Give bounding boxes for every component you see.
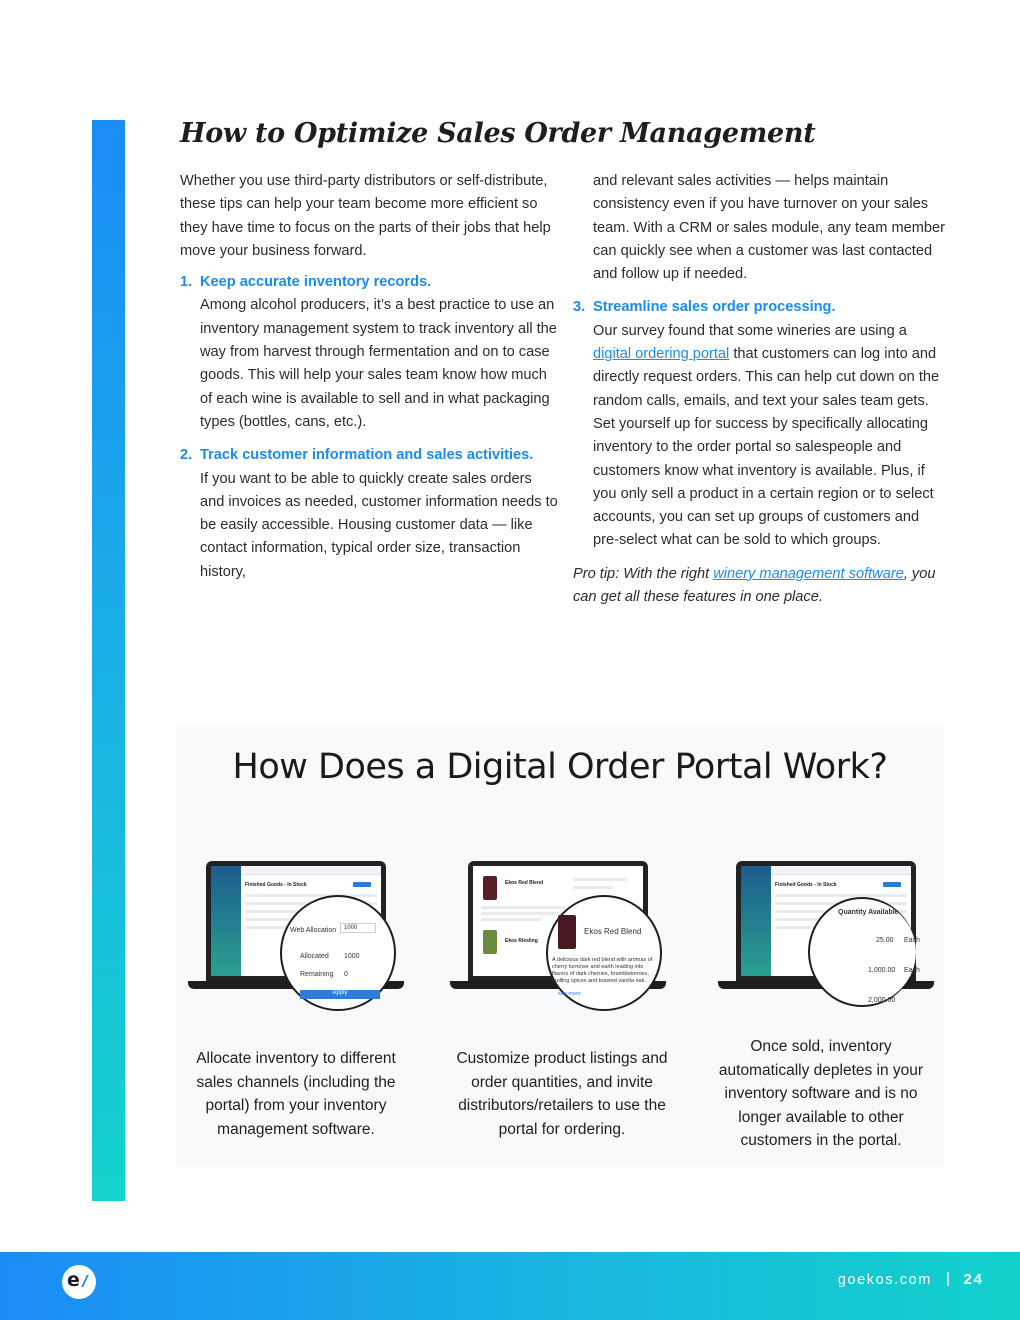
winery-management-software-link[interactable]: winery management software [713,565,904,582]
tip-2-body-part-1: If you want to be able to quickly create sales orders and invoices as needed, customer information needs to be easily accessible. Housing customer data — like contact information, typical order size, transaction history, [200,470,558,580]
tip-2-title: Track customer information and sales activities. [200,447,534,464]
step-1 [176,727,432,1167]
screen-button [353,882,371,887]
tip-1-body: Among alcohol producers, it’s a best practice to use an inventory management system to track inventory all the way from harvest through fermentation and on to case goods. This will help your sales team know how much of each wine is available to sell and in what packaging types (bottles, cans, etc.). [200,297,557,430]
tip-3-heading [573,296,945,319]
footer-website: goekos.com [837,1272,932,1288]
step-3-caption: Once sold, inventory automatically depletes in your inventory software and is no longer available to other customers in the portal. [718,1038,924,1149]
screen-button [883,882,901,887]
logo-mark-icon [81,1275,97,1287]
tip-1-number: 1. [180,274,193,291]
step-1-zoom-callout [280,895,396,1011]
unit-row-2: Each [904,967,920,974]
accent-bar [92,120,125,1201]
red-wine-bottle [483,876,497,900]
app-sidebar [211,866,241,976]
step-2 [432,727,688,1167]
footer-separator: | [946,1270,950,1287]
step-2-caption: Customize product listings and order quantities, and invite distributors/retailers to use the portal for ordering. [456,1050,668,1138]
ekos-logo [62,1265,96,1299]
zoom-wine-bottle [558,915,576,949]
step-3 [688,727,944,1167]
allocated-label: Allocated [300,953,329,960]
tip-2-body-part-2: and relevant sales activities — helps maintain consistency even if you have turnover on your sales team. With a CRM or sales module, any team member can quickly see when a customer was last contacted and follow up if needed. [593,173,945,283]
zoom-product-description: A delicious dark red blend with aromas of cherry turnover and earth leading into flavors of dark cherries, brambleberries, mulling spices and toasted vanilla oak. [552,957,653,984]
tip-3-title: Streamline sales order processing. [593,299,836,316]
tip-1-title: Keep accurate inventory records. [200,274,432,291]
apply-button: Apply [300,990,380,999]
quantity-available-header: Quantity Available [838,909,899,916]
zoom-product-title: Ekos Red Blend [584,927,642,936]
left-column [180,170,560,584]
tip-3-body-end: that customers can log into and directly request orders. This can help cut down on the random calls, emails, and text your sales team gets. Set yourself up for success by specifically allocating inventory to the order portal so salespeople and customers know what inventory is available. Plus, if you only sell a product in a certain region or to select accounts, you can set up groups of customers and pre-select what can be sold to which groups. [593,346,940,549]
page-footer [0,1252,1020,1320]
logo-letter: e [67,1269,80,1291]
pro-tip-start: Pro tip: With the right [573,565,714,582]
product-2-title: Ekos Riesling [505,938,538,944]
tip-3-body-start: Our survey found that some wineries are using a [593,322,907,339]
app-sidebar [741,866,771,976]
page-title: How to Optimize Sales Order Management [180,118,816,149]
unit-row-1: Each [904,937,920,944]
remaining-value: 0 [344,971,348,978]
step-2-zoom-callout [546,895,662,1011]
tip-2-heading [180,444,560,467]
pro-tip [573,563,945,610]
page-number: 24 [963,1271,984,1288]
right-column [573,170,945,609]
tip-2-number: 2. [180,447,193,464]
qty-row-3: 2,000.00 [868,997,896,1004]
product-1-title: Ekos Red Blend [505,880,544,886]
screen-heading: Finished Goods - In Stock [245,882,307,888]
step-3-zoom-callout [808,897,920,1007]
web-allocation-label: Web Allocation [290,927,337,934]
tip-1-heading [180,271,560,294]
digital-ordering-portal-link[interactable]: digital ordering portal [593,346,730,363]
app-topbar [771,866,911,875]
tip-3-body [573,320,945,553]
intro-paragraph: Whether you use third-party distributors or self-distribute, these tips can help your team become more efficient so they have time to focus on the parts of their jobs that help move your business forward. [180,173,551,259]
remaining-label: Remaining [300,971,334,978]
web-allocation-input: 1000 [340,923,376,933]
app-topbar [241,866,381,875]
zoom-see-more: see more [558,991,581,997]
qty-row-1: 25.00 [876,937,894,944]
qty-row-2: 1,000.00 [868,967,896,974]
screen-heading: Finished Goods - In Stock [775,882,837,888]
infographic-title: How Does a Digital Order Portal Work? [232,747,888,787]
pro-tip-end: , you can get all these features in one place. [573,565,936,606]
step-1-caption: Allocate inventory to different sales channels (including the portal) from your inventory management software. [196,1050,396,1138]
tip-3-number: 3. [573,299,586,316]
white-wine-bottle [483,930,497,954]
infographic-panel [176,727,944,1167]
allocated-value: 1000 [344,953,360,960]
